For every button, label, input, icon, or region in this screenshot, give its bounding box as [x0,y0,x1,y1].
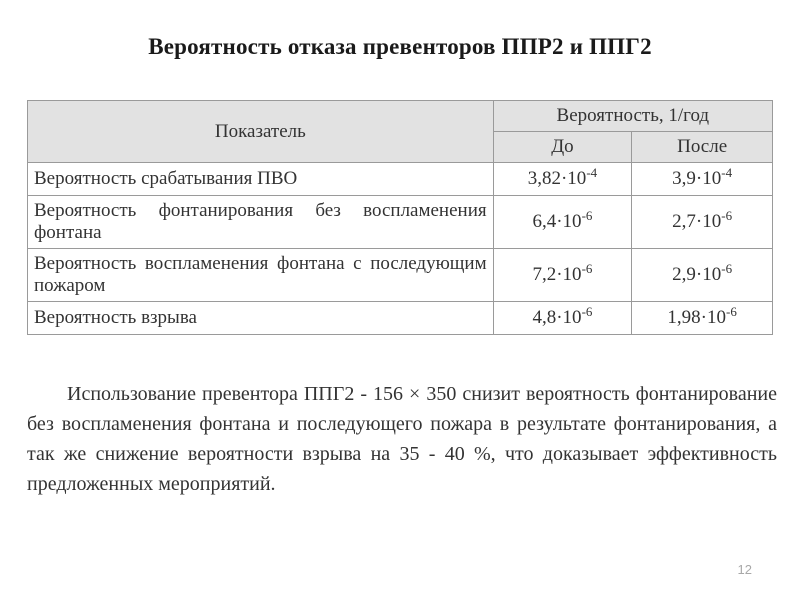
page-number: 12 [737,562,752,577]
value-exponent: -6 [721,261,733,276]
slide-title: Вероятность отказа превенторов ППР2 и ППГ2 [148,34,652,59]
table-row [28,196,773,249]
row-name: Вероятность взрыва [28,302,494,335]
value-after [632,163,773,196]
value-before [493,196,632,249]
value-exponent: -6 [721,208,733,223]
row-name: Вероятность воспламенения фонтана с последующим пожаром [28,249,494,302]
header-probability-group: Вероятность, 1/год [493,101,772,132]
value-before [493,163,632,196]
header-before: До [493,132,632,163]
value-exponent: -6 [581,261,593,276]
value-before [493,249,632,302]
value-base: 6,4·10 [532,211,582,232]
value-exponent: -4 [721,165,733,180]
row-name: Вероятность срабатывания ПВО [28,163,494,196]
value-base: 1,98·10 [667,307,726,328]
header-parameter: Показатель [28,101,494,163]
row-name: Вероятность фонтанирования без воспламенения фонтана [28,196,494,249]
value-exponent: -6 [581,304,593,319]
value-base: 2,9·10 [672,264,722,285]
probability-table [27,100,773,335]
value-after [632,196,773,249]
value-exponent: -6 [581,208,593,223]
table-row [28,302,773,335]
header-after: После [632,132,773,163]
table-row [28,163,773,196]
value-base: 3,9·10 [672,168,722,189]
value-after [632,302,773,335]
value-base: 4,8·10 [532,307,582,328]
value-base: 2,7·10 [672,211,722,232]
value-exponent: -4 [586,165,598,180]
table-row [28,249,773,302]
value-before [493,302,632,335]
value-exponent: -6 [726,304,737,319]
value-base: 7,2·10 [532,264,582,285]
value-base: 3,82·10 [527,168,587,189]
conclusion-paragraph: Использование превентора ППГ2 - 156 × 350 снизит вероятность фонтанирование без воспламенения фонтана и последующего пожара в результате фонтанирования, а так же снижение вероятности взрыва на 35 - 40 %, что доказывает эффективность предложенных мероприятий. [27,383,777,495]
value-after [632,249,773,302]
table-header-row [28,101,773,132]
